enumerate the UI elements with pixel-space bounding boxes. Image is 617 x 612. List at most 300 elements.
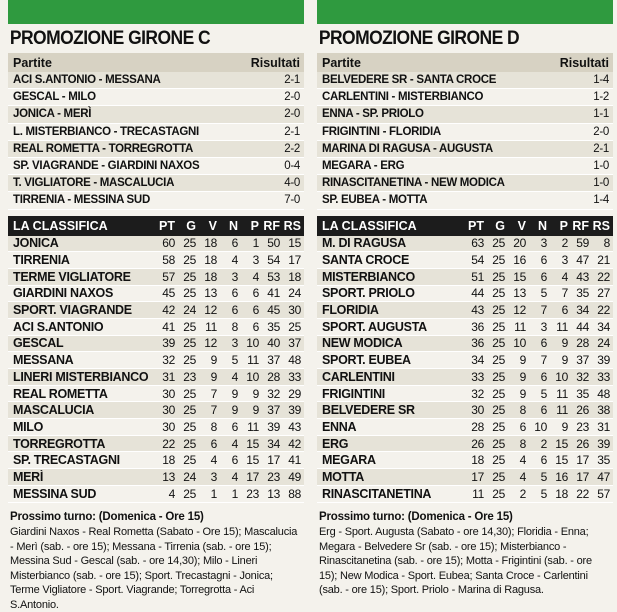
match-teams: SP. VIAGRANDE - GIARDINI NAXOS xyxy=(13,160,199,172)
stat-cell: 9 xyxy=(217,403,238,417)
standings-row xyxy=(8,486,304,503)
match-teams: GESCAL - MILO xyxy=(13,91,96,103)
standings-col-header: P xyxy=(238,219,259,233)
standings-row xyxy=(8,302,304,319)
team-name: MASCALUCIA xyxy=(13,403,152,417)
match-row xyxy=(8,158,304,175)
match-row xyxy=(8,192,304,209)
stat-cell: 15 xyxy=(547,453,568,467)
team-name: GIARDINI NAXOS xyxy=(13,286,152,300)
stat-cell: 25 xyxy=(175,453,196,467)
team-name: FLORIDIA xyxy=(322,303,461,317)
match-result: 1-1 xyxy=(593,108,609,120)
stat-cell: 4 xyxy=(217,437,238,451)
team-name: ACI S.ANTONIO xyxy=(13,320,152,334)
stat-cell: 9 xyxy=(238,403,259,417)
stat-cell: 29 xyxy=(280,387,301,401)
match-teams: RINASCITANETINA - NEW MODICA xyxy=(322,177,505,189)
stat-cell: 25 xyxy=(280,320,301,334)
stat-cell: 23 xyxy=(175,370,196,384)
stat-cell: 50 xyxy=(259,236,280,250)
stat-cell: 1 xyxy=(238,236,259,250)
standings-row xyxy=(8,369,304,386)
stat-cell: 10 xyxy=(238,370,259,384)
stat-cell: 6 xyxy=(217,236,238,250)
stat-cell: 11 xyxy=(196,320,217,334)
team-name: MERÌ xyxy=(13,470,152,484)
stat-cell: 10 xyxy=(547,370,568,384)
team-name: M. DI RAGUSA xyxy=(322,236,461,250)
standings-col-header: G xyxy=(484,219,505,233)
stat-cell: 25 xyxy=(175,387,196,401)
match-result: 0-4 xyxy=(284,160,300,172)
team-name: SPORT. AUGUSTA xyxy=(322,320,461,334)
stat-cell: 17 xyxy=(259,453,280,467)
stat-cell: 11 xyxy=(505,320,526,334)
team-name: MOTTA xyxy=(322,470,461,484)
stat-cell: 37 xyxy=(568,353,589,367)
stat-cell: 25 xyxy=(484,403,505,417)
stat-cell: 31 xyxy=(589,420,610,434)
stat-cell: 34 xyxy=(589,320,610,334)
matches-list xyxy=(317,72,613,210)
standings-row xyxy=(317,469,613,486)
standings-row xyxy=(317,286,613,303)
stat-cell: 30 xyxy=(152,420,175,434)
stat-cell: 18 xyxy=(196,270,217,284)
stat-cell: 60 xyxy=(152,236,175,250)
match-teams: REAL ROMETTA - TORREGROTTA xyxy=(13,143,193,155)
stat-cell: 15 xyxy=(280,236,301,250)
match-teams: SP. EUBEA - MOTTA xyxy=(322,194,427,206)
stat-cell: 4 xyxy=(152,487,175,501)
match-result: 1-4 xyxy=(593,74,609,86)
stat-cell: 32 xyxy=(568,370,589,384)
stat-cell: 9 xyxy=(505,353,526,367)
team-name: SANTA CROCE xyxy=(322,253,461,267)
standings-row xyxy=(8,419,304,436)
results-header-results: Risultati xyxy=(251,56,300,70)
stat-cell: 12 xyxy=(505,303,526,317)
stat-cell: 43 xyxy=(568,270,589,284)
stat-cell: 22 xyxy=(589,303,610,317)
team-name: MESSINA SUD xyxy=(13,487,152,501)
stat-cell: 3 xyxy=(526,320,547,334)
match-teams: L. MISTERBIANCO - TRECASTAGNI xyxy=(13,126,199,138)
stat-cell: 6 xyxy=(547,303,568,317)
stat-cell: 23 xyxy=(259,470,280,484)
stat-cell: 41 xyxy=(280,453,301,467)
stat-cell: 36 xyxy=(461,336,484,350)
next-round xyxy=(317,503,613,598)
standings-row xyxy=(317,452,613,469)
stat-cell: 25 xyxy=(484,236,505,250)
stat-cell: 11 xyxy=(547,387,568,401)
stat-cell: 25 xyxy=(484,253,505,267)
stat-cell: 31 xyxy=(152,370,175,384)
stat-cell: 23 xyxy=(568,420,589,434)
stat-cell: 54 xyxy=(461,253,484,267)
stat-cell: 41 xyxy=(259,286,280,300)
stat-cell: 22 xyxy=(152,437,175,451)
stat-cell: 9 xyxy=(547,353,568,367)
team-name: SPORT. VIAGRANDE xyxy=(13,303,152,317)
stat-cell: 35 xyxy=(259,320,280,334)
match-teams: TIRRENIA - MESSINA SUD xyxy=(13,194,150,206)
stat-cell: 8 xyxy=(505,437,526,451)
stat-cell: 4 xyxy=(505,453,526,467)
standings-col-header: V xyxy=(196,219,217,233)
stat-cell: 43 xyxy=(461,303,484,317)
match-row xyxy=(317,124,613,141)
stat-cell: 5 xyxy=(217,353,238,367)
standings-title: LA CLASSIFICA xyxy=(322,219,461,233)
stat-cell: 21 xyxy=(589,253,610,267)
team-name: RINASCITANETINA xyxy=(322,487,461,501)
team-name: LINERI MISTERBIANCO xyxy=(13,370,152,384)
stat-cell: 35 xyxy=(589,453,610,467)
match-result: 1-4 xyxy=(593,194,609,206)
stat-cell: 47 xyxy=(568,253,589,267)
stat-cell: 30 xyxy=(280,303,301,317)
match-result: 2-1 xyxy=(593,143,609,155)
stat-cell: 6 xyxy=(217,420,238,434)
standings-col-header: RF xyxy=(568,219,589,233)
standings-row xyxy=(317,436,613,453)
standings-col-header: P xyxy=(547,219,568,233)
stat-cell: 44 xyxy=(461,286,484,300)
standings-row xyxy=(8,336,304,353)
next-round-title: Prossimo turno: (Domenica - Ore 15) xyxy=(319,510,611,525)
stat-cell: 57 xyxy=(152,270,175,284)
stat-cell: 4 xyxy=(547,270,568,284)
match-teams: ACI S.ANTONIO - MESSANA xyxy=(13,74,161,86)
stat-cell: 11 xyxy=(547,403,568,417)
stat-cell: 6 xyxy=(526,370,547,384)
stat-cell: 10 xyxy=(526,420,547,434)
standings-col-header: RS xyxy=(589,219,610,233)
stat-cell: 34 xyxy=(259,437,280,451)
stat-cell: 36 xyxy=(461,320,484,334)
stat-cell: 18 xyxy=(547,487,568,501)
stat-cell: 25 xyxy=(175,253,196,267)
match-row xyxy=(317,175,613,192)
match-row xyxy=(317,72,613,89)
stat-cell: 39 xyxy=(152,336,175,350)
stat-cell: 34 xyxy=(461,353,484,367)
stat-cell: 7 xyxy=(196,387,217,401)
team-name: REAL ROMETTA xyxy=(13,387,152,401)
girone-d-column xyxy=(317,0,613,598)
results-header-matches: Partite xyxy=(322,56,361,70)
stat-cell: 42 xyxy=(280,437,301,451)
stat-cell: 4 xyxy=(196,453,217,467)
match-result: 2-0 xyxy=(284,108,300,120)
group-title: PROMOZIONE GIRONE C xyxy=(8,24,280,53)
match-row xyxy=(8,175,304,192)
stat-cell: 63 xyxy=(461,236,484,250)
standings-row xyxy=(317,486,613,503)
stat-cell: 13 xyxy=(196,286,217,300)
stat-cell: 8 xyxy=(217,320,238,334)
stat-cell: 22 xyxy=(589,270,610,284)
match-result: 2-2 xyxy=(284,143,300,155)
stat-cell: 17 xyxy=(461,470,484,484)
team-name: SP. TRECASTAGNI xyxy=(13,453,152,467)
stat-cell: 32 xyxy=(461,387,484,401)
team-name: MEGARA xyxy=(322,453,461,467)
team-name: FRIGINTINI xyxy=(322,387,461,401)
standings-row xyxy=(8,236,304,253)
stat-cell: 4 xyxy=(238,270,259,284)
stat-cell: 16 xyxy=(505,253,526,267)
stat-cell: 39 xyxy=(259,420,280,434)
stat-cell: 4 xyxy=(505,470,526,484)
standings-row xyxy=(8,352,304,369)
stat-cell: 13 xyxy=(505,286,526,300)
stat-cell: 37 xyxy=(259,403,280,417)
stat-cell: 6 xyxy=(526,453,547,467)
stat-cell: 7 xyxy=(547,286,568,300)
match-teams: T. VIGLIATORE - MASCALUCIA xyxy=(13,177,174,189)
stat-cell: 33 xyxy=(589,370,610,384)
standings-row xyxy=(8,286,304,303)
stat-cell: 9 xyxy=(547,336,568,350)
match-row xyxy=(317,106,613,123)
standings-row xyxy=(8,452,304,469)
standings-col-header: G xyxy=(175,219,196,233)
stat-cell: 44 xyxy=(568,320,589,334)
team-name: SPORT. EUBEA xyxy=(322,353,461,367)
next-round xyxy=(8,503,304,612)
stat-cell: 22 xyxy=(568,487,589,501)
stat-cell: 49 xyxy=(280,470,301,484)
stat-cell: 43 xyxy=(280,420,301,434)
stat-cell: 7 xyxy=(526,303,547,317)
stat-cell: 37 xyxy=(280,336,301,350)
match-result: 4-0 xyxy=(284,177,300,189)
stat-cell: 3 xyxy=(547,253,568,267)
stat-cell: 23 xyxy=(238,487,259,501)
stat-cell: 13 xyxy=(259,487,280,501)
stat-cell: 39 xyxy=(589,353,610,367)
stat-cell: 15 xyxy=(505,270,526,284)
stat-cell: 3 xyxy=(196,470,217,484)
stat-cell: 28 xyxy=(461,420,484,434)
standings-row xyxy=(8,386,304,403)
stat-cell: 18 xyxy=(461,453,484,467)
stat-cell: 12 xyxy=(196,336,217,350)
stat-cell: 25 xyxy=(484,420,505,434)
group-title: PROMOZIONE GIRONE D xyxy=(317,24,589,53)
stat-cell: 7 xyxy=(196,403,217,417)
stat-cell: 7 xyxy=(526,353,547,367)
stat-cell: 25 xyxy=(175,286,196,300)
stat-cell: 5 xyxy=(526,487,547,501)
stat-cell: 15 xyxy=(238,453,259,467)
stat-cell: 25 xyxy=(484,487,505,501)
standings-header xyxy=(317,216,613,236)
standings-list xyxy=(317,236,613,503)
stat-cell: 1 xyxy=(196,487,217,501)
team-name: NEW MODICA xyxy=(322,336,461,350)
stat-cell: 48 xyxy=(280,353,301,367)
team-name: BELVEDERE SR xyxy=(322,403,461,417)
stat-cell: 4 xyxy=(217,253,238,267)
match-teams: MARINA DI RAGUSA - AUGUSTA xyxy=(322,143,493,155)
stat-cell: 24 xyxy=(280,286,301,300)
stat-cell: 35 xyxy=(568,387,589,401)
stat-cell: 6 xyxy=(217,453,238,467)
stat-cell: 17 xyxy=(568,453,589,467)
stat-cell: 6 xyxy=(217,286,238,300)
stat-cell: 34 xyxy=(568,303,589,317)
stat-cell: 17 xyxy=(280,253,301,267)
stat-cell: 25 xyxy=(484,453,505,467)
green-header-bar xyxy=(317,0,613,24)
stat-cell: 9 xyxy=(505,387,526,401)
team-name: SPORT. PRIOLO xyxy=(322,286,461,300)
next-round-text: Giardini Naxos - Real Rometta (Sabato - Ore 15); Mascalucia - Merì (sab. - ore 15); Messana - Tirrenia (sab. - ore 15); Messina Sud - Gescal (sab. - ore 14,30); Milo - Lineri Misterbianco (sab. - ore 15); Sport. Trecastagni - Jonica; Terme Vigliatore - Sport. Viagrande; Torregrotta - Aci S.Antonio. xyxy=(10,525,302,612)
team-name: TORREGROTTA xyxy=(13,437,152,451)
stat-cell: 25 xyxy=(484,387,505,401)
match-row xyxy=(8,106,304,123)
match-teams: ENNA - SP. PRIOLO xyxy=(322,108,424,120)
standings-row xyxy=(317,302,613,319)
match-result: 2-1 xyxy=(284,74,300,86)
stat-cell: 11 xyxy=(238,353,259,367)
stat-cell: 26 xyxy=(461,437,484,451)
match-row xyxy=(317,141,613,158)
match-row xyxy=(317,158,613,175)
stat-cell: 1 xyxy=(217,487,238,501)
standings-col-header: N xyxy=(217,219,238,233)
stat-cell: 39 xyxy=(280,403,301,417)
match-row xyxy=(8,124,304,141)
stat-cell: 6 xyxy=(526,253,547,267)
stat-cell: 9 xyxy=(196,370,217,384)
standings-col-header: RS xyxy=(280,219,301,233)
match-result: 2-0 xyxy=(593,126,609,138)
stat-cell: 6 xyxy=(526,336,547,350)
standings-row xyxy=(8,252,304,269)
stat-cell: 13 xyxy=(152,470,175,484)
stat-cell: 38 xyxy=(589,403,610,417)
stat-cell: 3 xyxy=(217,270,238,284)
standings-col-header: PT xyxy=(152,219,175,233)
standings-row xyxy=(8,469,304,486)
stat-cell: 18 xyxy=(280,270,301,284)
stat-cell: 2 xyxy=(505,487,526,501)
stat-cell: 47 xyxy=(589,470,610,484)
team-name: TERME VIGLIATORE xyxy=(13,270,152,284)
next-round-text: Erg - Sport. Augusta (Sabato - ore 14,30); Floridia - Enna; Megara - Belvedere Sr (sab. - ore 15); Misterbianco - Rinascitanetina (sab. - ore 15); Motta - Frigintini (sab. - ore 15); New Modica - Sport. Eubea; Santa Croce - Carlentini (sab. - ore 15); Sport. Priolo - Marina di Ragusa. xyxy=(319,525,611,598)
stat-cell: 42 xyxy=(152,303,175,317)
green-header-bar xyxy=(8,0,304,24)
match-row xyxy=(8,72,304,89)
stat-cell: 25 xyxy=(484,370,505,384)
team-name: ENNA xyxy=(322,420,461,434)
standings-col-header: N xyxy=(526,219,547,233)
results-header xyxy=(317,53,613,72)
standings-row xyxy=(317,369,613,386)
match-result: 2-0 xyxy=(284,91,300,103)
matches-list xyxy=(8,72,304,210)
match-result: 1-0 xyxy=(593,160,609,172)
stat-cell: 6 xyxy=(238,286,259,300)
stat-cell: 6 xyxy=(505,420,526,434)
match-teams: JONICA - MERÌ xyxy=(13,108,91,120)
standings-header xyxy=(8,216,304,236)
stat-cell: 25 xyxy=(175,403,196,417)
standings-col-header: RF xyxy=(259,219,280,233)
stat-cell: 9 xyxy=(505,370,526,384)
stat-cell: 11 xyxy=(238,420,259,434)
stat-cell: 15 xyxy=(238,437,259,451)
stat-cell: 10 xyxy=(505,336,526,350)
stat-cell: 17 xyxy=(568,470,589,484)
stat-cell: 25 xyxy=(484,336,505,350)
match-result: 7-0 xyxy=(284,194,300,206)
team-name: ERG xyxy=(322,437,461,451)
team-name: MILO xyxy=(13,420,152,434)
stat-cell: 25 xyxy=(484,437,505,451)
stat-cell: 9 xyxy=(196,353,217,367)
stat-cell: 6 xyxy=(217,303,238,317)
stat-cell: 35 xyxy=(568,286,589,300)
standings-row xyxy=(317,236,613,253)
stat-cell: 28 xyxy=(568,336,589,350)
stat-cell: 58 xyxy=(152,253,175,267)
stat-cell: 30 xyxy=(152,403,175,417)
standings-row xyxy=(317,269,613,286)
stat-cell: 6 xyxy=(526,403,547,417)
standings-row xyxy=(317,352,613,369)
standings-row xyxy=(317,336,613,353)
stat-cell: 51 xyxy=(461,270,484,284)
stat-cell: 41 xyxy=(152,320,175,334)
standings-row xyxy=(317,319,613,336)
match-row xyxy=(317,89,613,106)
stat-cell: 28 xyxy=(259,370,280,384)
stat-cell: 24 xyxy=(175,470,196,484)
stat-cell: 9 xyxy=(217,387,238,401)
standings-row xyxy=(8,269,304,286)
stat-cell: 18 xyxy=(152,453,175,467)
stat-cell: 18 xyxy=(196,236,217,250)
standings-row xyxy=(8,402,304,419)
stat-cell: 25 xyxy=(484,320,505,334)
stat-cell: 25 xyxy=(175,236,196,250)
team-name: JONICA xyxy=(13,236,152,250)
team-name: MESSANA xyxy=(13,353,152,367)
standings-row xyxy=(317,419,613,436)
stat-cell: 20 xyxy=(505,236,526,250)
team-name: GESCAL xyxy=(13,336,152,350)
stat-cell: 25 xyxy=(484,303,505,317)
stat-cell: 27 xyxy=(589,286,610,300)
stat-cell: 25 xyxy=(175,270,196,284)
match-teams: CARLENTINI - MISTERBIANCO xyxy=(322,91,483,103)
match-result: 1-0 xyxy=(593,177,609,189)
standings-row xyxy=(8,436,304,453)
stat-cell: 25 xyxy=(484,470,505,484)
stat-cell: 8 xyxy=(196,420,217,434)
stat-cell: 4 xyxy=(217,370,238,384)
match-teams: MEGARA - ERG xyxy=(322,160,404,172)
stat-cell: 8 xyxy=(589,236,610,250)
stat-cell: 30 xyxy=(152,387,175,401)
